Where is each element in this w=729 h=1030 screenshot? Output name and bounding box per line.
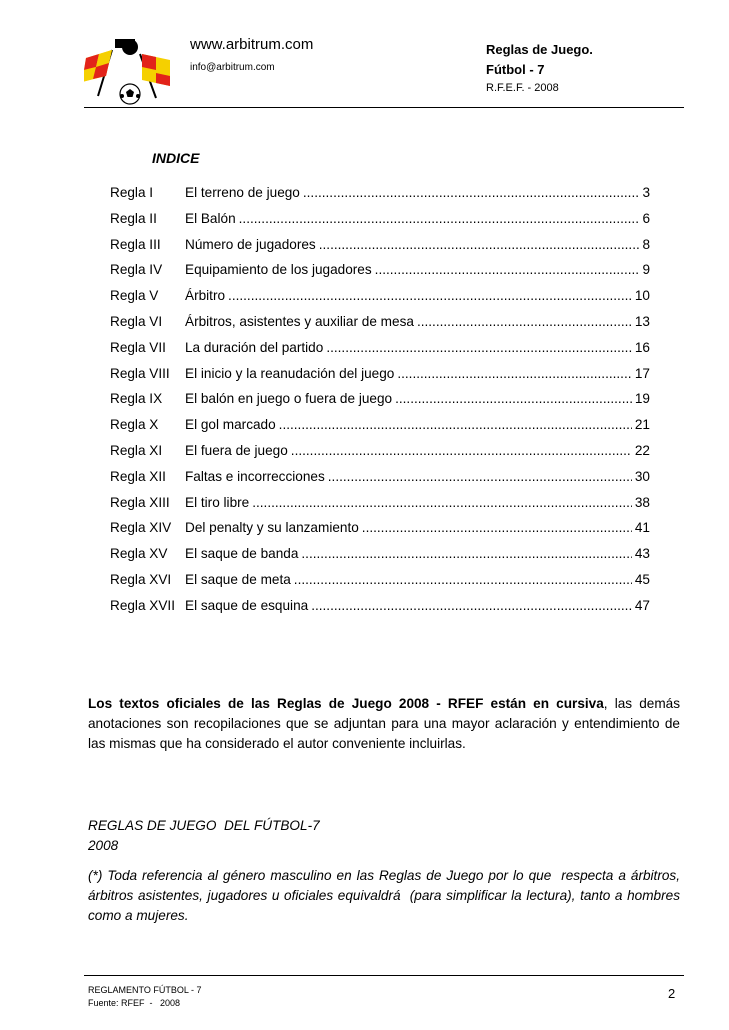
toc-title: El fuera de juego (185, 442, 288, 458)
toc-leader (291, 438, 632, 464)
page-number: 2 (668, 986, 676, 1001)
toc-leader (239, 206, 640, 232)
reglas-title-line2: 2008 (88, 838, 119, 853)
toc-page: 22 (634, 442, 650, 458)
toc-page: 16 (634, 339, 650, 355)
reglas-title-line1: REGLAS DE JUEGO DEL FÚTBOL-7 (88, 818, 320, 833)
toc-regla: Regla XVI (110, 571, 172, 587)
doc-title-line2: Fútbol - 7 (486, 62, 545, 77)
toc-row[interactable] (110, 438, 650, 464)
doc-title-line1: Reglas de Juego. (486, 42, 593, 57)
toc-page: 17 (634, 365, 650, 381)
toc-regla: Regla V (110, 288, 159, 304)
toc-title: El tiro libre (185, 494, 250, 510)
toc-page: 6 (642, 210, 650, 226)
toc-row[interactable] (110, 386, 650, 412)
table-of-contents (110, 180, 650, 619)
index-heading: INDICE (152, 150, 200, 166)
toc-leader (301, 541, 631, 567)
toc-leader (397, 361, 632, 387)
toc-leader (279, 412, 632, 438)
official-texts-note-bold: Los textos oficiales de las Reglas de Juego 2008 - RFEF están en cursiva (88, 696, 604, 711)
footer-line1: REGLAMENTO FÚTBOL - 7 (88, 985, 202, 995)
footer-divider (84, 975, 684, 976)
toc-regla: Regla II (110, 210, 157, 226)
toc-regla: Regla XI (110, 442, 163, 458)
toc-leader (228, 283, 632, 309)
toc-page: 45 (634, 571, 650, 587)
toc-row[interactable] (110, 257, 650, 283)
doc-title-line3: R.F.E.F. - 2008 (486, 82, 559, 94)
toc-leader (362, 515, 632, 541)
toc-title: El saque de meta (185, 571, 291, 587)
toc-leader (294, 567, 632, 593)
toc-leader (311, 593, 632, 619)
toc-title: Árbitro (185, 288, 226, 304)
toc-regla: Regla XIV (110, 520, 172, 536)
toc-row[interactable] (110, 232, 650, 258)
toc-leader (328, 464, 632, 490)
toc-title: Equipamiento de los jugadores (185, 262, 372, 278)
toc-title: El saque de esquina (185, 597, 309, 613)
toc-row[interactable] (110, 515, 650, 541)
header-divider (84, 107, 684, 108)
toc-regla: Regla XII (110, 468, 166, 484)
toc-title: Del penalty y su lanzamiento (185, 520, 359, 536)
flag-right-icon (140, 54, 170, 98)
toc-regla: Regla VII (110, 339, 166, 355)
toc-page: 9 (642, 262, 650, 278)
toc-row[interactable] (110, 309, 650, 335)
toc-title: El gol marcado (185, 417, 276, 433)
official-texts-note-rest: , las demás anotaciones son recopilaciones que se adjuntan para una mayor aclaración y entendimiento de las mismas que ha considerado el autor conveniente incluirlas. (88, 696, 680, 751)
toc-row[interactable] (110, 541, 650, 567)
toc-row[interactable] (110, 180, 650, 206)
flag-left-icon (84, 50, 112, 96)
soccer-ball-icon (120, 84, 140, 104)
toc-regla: Regla VIII (110, 365, 170, 381)
toc-page: 13 (634, 313, 650, 329)
toc-row[interactable] (110, 464, 650, 490)
toc-page: 21 (634, 417, 650, 433)
toc-regla: Regla IX (110, 391, 163, 407)
toc-row[interactable] (110, 490, 650, 516)
toc-title: El inicio y la reanudación del juego (185, 365, 395, 381)
toc-row[interactable] (110, 283, 650, 309)
toc-page: 30 (634, 468, 650, 484)
toc-row[interactable] (110, 593, 650, 619)
toc-title: El terreno de juego (185, 185, 300, 200)
toc-title: El balón en juego o fuera de juego (185, 391, 393, 407)
arbitrum-logo (84, 36, 176, 106)
toc-page: 8 (642, 236, 650, 252)
whistle-icon (115, 39, 138, 55)
toc-title: El saque de banda (185, 546, 299, 562)
toc-regla: Regla IV (110, 262, 163, 278)
toc-title: Árbitros, asistentes y auxiliar de mesa (185, 313, 414, 329)
toc-leader (252, 490, 632, 516)
site-url[interactable]: www.arbitrum.com (190, 36, 314, 53)
toc-page: 43 (634, 546, 650, 562)
reglas-title (88, 816, 320, 856)
toc-leader (303, 180, 640, 206)
toc-page: 19 (634, 391, 650, 407)
site-email[interactable]: info@arbitrum.com (190, 62, 275, 73)
toc-leader (319, 232, 640, 258)
toc-row[interactable] (110, 567, 650, 593)
toc-regla: Regla X (110, 417, 159, 433)
footer-line2: Fuente: RFEF - 2008 (88, 998, 181, 1008)
toc-leader (417, 309, 632, 335)
toc-page: 10 (634, 288, 650, 304)
toc-regla: Regla I (110, 185, 154, 200)
toc-regla: Regla XIII (110, 494, 170, 510)
official-texts-note (88, 694, 680, 754)
toc-page: 47 (634, 597, 650, 613)
toc-page: 3 (642, 185, 650, 200)
toc-regla: Regla III (110, 236, 161, 252)
toc-leader (326, 335, 632, 361)
toc-title: Faltas e incorrecciones (185, 468, 325, 484)
toc-regla: Regla XVII (110, 597, 175, 613)
toc-regla: Regla XV (110, 546, 168, 562)
toc-page: 38 (634, 494, 650, 510)
toc-title: La duración del partido (185, 339, 324, 355)
toc-row[interactable] (110, 206, 650, 232)
toc-leader (375, 257, 640, 283)
gender-note: (*) Toda referencia al género masculino en las Reglas de Juego por lo que respecta a árbitros, árbitros asistentes, jugadores u oficiales equivaldrá (para simplificar la lectura), tanto a hombres como a mujeres. (88, 868, 684, 923)
toc-row[interactable] (110, 412, 650, 438)
toc-leader (395, 386, 632, 412)
toc-row[interactable] (110, 335, 650, 361)
toc-title: Número de jugadores (185, 236, 316, 252)
toc-page: 41 (634, 520, 650, 536)
toc-regla: Regla VI (110, 313, 163, 329)
toc-row[interactable] (110, 361, 650, 387)
toc-title: El Balón (185, 210, 236, 226)
